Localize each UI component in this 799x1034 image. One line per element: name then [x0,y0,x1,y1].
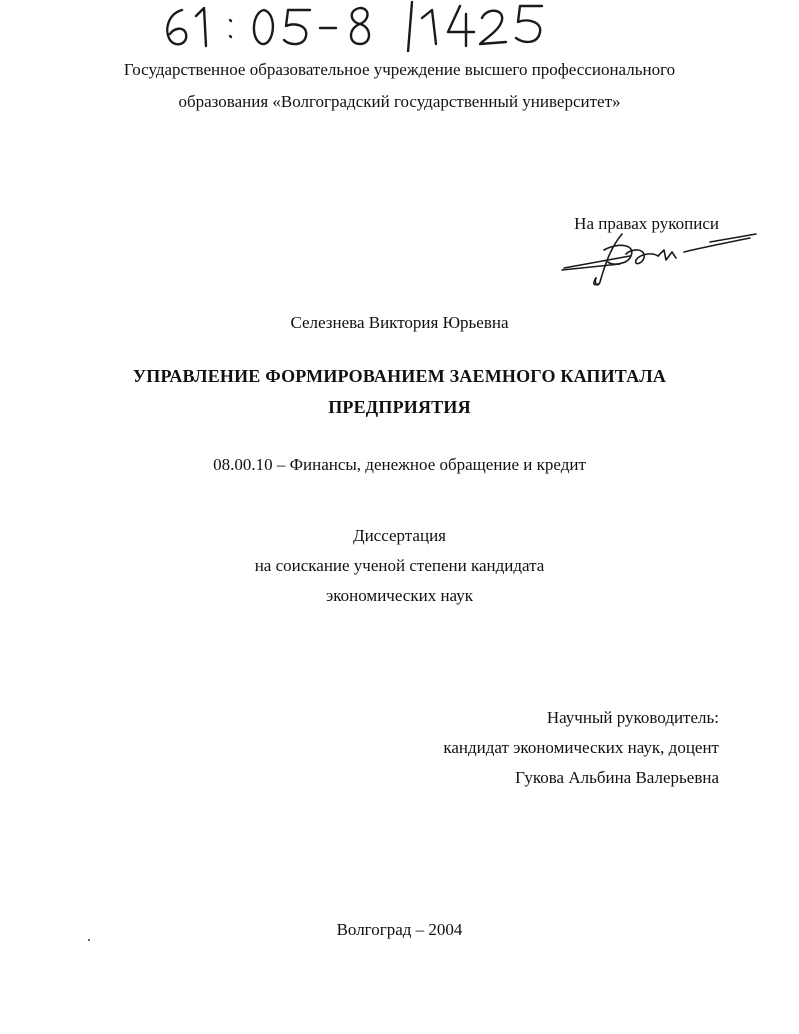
scan-speck [88,939,90,941]
degree-line-2: на соискание ученой степени кандидата [254,556,545,575]
specialty-code: 08.00.10 – Финансы, денежное обращение и кредит [213,455,586,474]
author-name: Селезнева Виктория Юрьевна [290,313,509,332]
supervisor-name: Гукова Альбина Валерьевна [515,768,719,787]
manuscript-rights-label: На правах рукописи [574,214,719,233]
dissertation-title-line-2: ПРЕДПРИЯТИЯ [328,397,471,417]
institution-line-2: образования «Волгоградский государственный университет» [178,92,621,111]
institution-line-1: Государственное образовательное учреждение высшего профессионального [123,60,676,79]
degree-line-3: экономических наук [325,586,474,605]
supervisor-rank: кандидат экономических наук, доцент [443,738,719,757]
dissertation-title-line-1: УПРАВЛЕНИЕ ФОРМИРОВАНИЕМ ЗАЕМНОГО КАПИТАЛА [132,366,667,386]
degree-line-1: Диссертация [352,526,446,545]
handwritten-archive-code [160,0,580,52]
supervisor-label: Научный руководитель: [546,708,719,727]
author-signature [560,228,760,290]
place-and-year: Волгоград – 2004 [336,920,463,939]
